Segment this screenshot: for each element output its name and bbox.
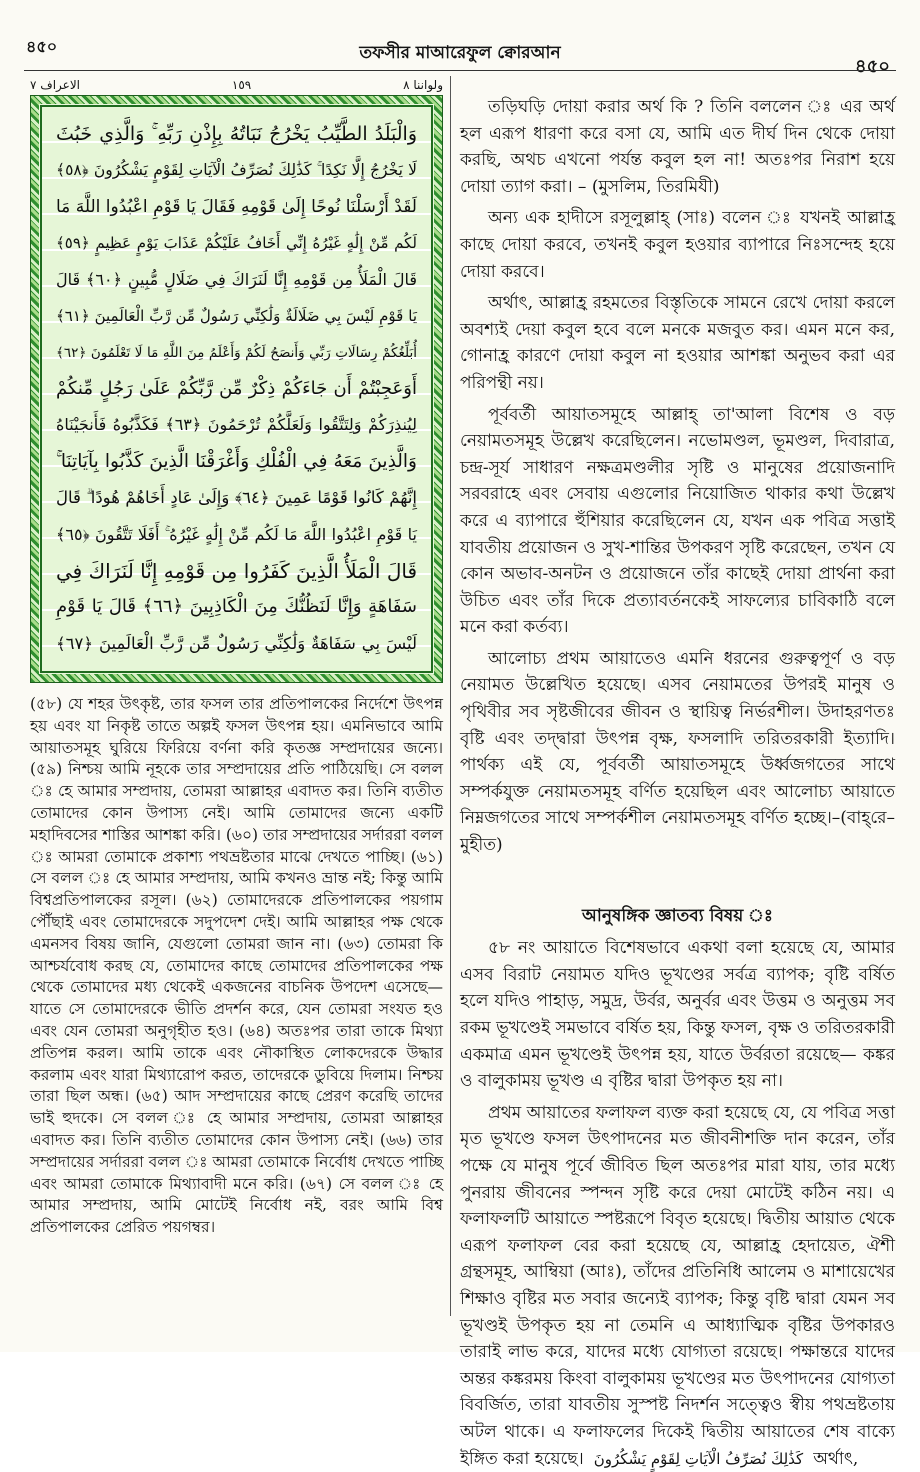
header-rule xyxy=(24,70,896,71)
commentary-paragraph-last xyxy=(460,1100,895,1472)
commentary-column xyxy=(460,94,895,1469)
ayah-line: أَوَعَجِبْتُمْ أَن جَاءَكُمْ ذِكْرٌ مِّن رَّبِّكُمْ عَلَىٰ رَجُلٍ مِّنكُمْ xyxy=(56,377,417,399)
ayah-line: لِيُنذِرَكُمْ وَلِتَتَّقُوا وَلَعَلَّكُمْ تُرْحَمُونَ ﴿٦٣﴾ فَكَذَّبُوهُ فَأَنجَيْنَاهُ xyxy=(56,415,417,435)
inline-arabic-quote: كَذَٰلِكَ نُصَرِّفُ الْآيَاتِ لِقَوْمٍ يَشْكُرُونَ xyxy=(593,1449,804,1468)
ayah-line: يَا قَوْمِ لَيْسَ بِي ضَلَالَةٌ وَلَٰكِنِّي رَسُولٌ مِّن رَّبِّ الْعَالَمِينَ ﴿٦١﴾ xyxy=(56,307,417,326)
ayah-line: وَالْبَلَدُ الطَّيِّبُ يَخْرُجُ نَبَاتُهُ بِإِذْنِ رَبِّهِ ۚ وَالَّذِي خَبُثَ xyxy=(56,123,417,145)
commentary-paragraph: ৫৮ নং আয়াতে বিশেষভাবে একথা বলা হয়েছে যে, আমার এসব বিরাট নেয়ামত যদিও ভূখণ্ডের সর্বত্র ব্যাপক; বৃষ্টি বর্ষিত হলে যদিও পাহাড়, সমুদ্র, উর্বর, অনুর্বর এবং উত্তম ও অনুত্তম সব রকম ভূখণ্ডেই সমভাবে বর্ষিত হয়, কিন্তু ফসল, বৃক্ষ ও তরিতরকারী একমাত্র এমন ভূখণ্ডেই উৎপন্ন হয়, যাতে উর্বরতা রয়েছে— কঙ্কর ও বালুকাময় ভূখণ্ড এ বৃষ্টির দ্বারা উপকৃত হয় না। xyxy=(460,938,895,1092)
section-heading: আনুষঙ্গিক জ্ঞাতব্য বিষয় ঃ xyxy=(582,905,773,926)
commentary-paragraph: অর্থাৎ, আল্লাহ্র রহমতের বিস্তৃতিকে সামনে রেখে দোয়া করলে অবশ্যই দেয়া কবুল হবে বলে মনকে মজবুত কর। এমন মনে কর, গোনাহ্র কারণে দোয়া কবুল না হওয়ার আশঙ্কা অনুভব করা এর পরিপন্থী নয়। xyxy=(460,293,895,393)
verse-translation: (৫৮) যে শহর উৎকৃষ্ট, তার ফসল তার প্রতিপালকের নির্দেশে উৎপন্ন হয় এবং যা নিকৃষ্ট তাতে অল্পই ফসল উৎপন্ন হয়। এমনিভাবে আমি আয়াতসমূহ ঘুরিয়ে ফিরিয়ে বর্ণনা করি কৃতজ্ঞ সম্প্রদায়ের জন্যে। (৫৯) নিশ্চয় আমি নূহকে তার সম্প্রদায়ের প্রতি পাঠিয়েছি। সে বলল ঃ হে আমার সম্প্রদায়, তোমরা আল্লাহর এবাদত কর। তিনি ব্যতীত তোমাদের কোন উপাস্য নেই। আমি তোমাদের জন্যে একটি মহাদিবসের শাস্তির আশঙ্কা করি। (৬০) তার সম্প্রদায়ের সর্দাররা বলল ঃ আমরা তোমাকে প্রকাশ্য পথভ্রষ্টতার মাঝে দেখতে পাচ্ছি। (৬১) সে বলল ঃ হে আমার সম্প্রদায়, আমি কখনও ভ্রান্ত নই; কিন্তু আমি বিশ্বপ্রতিপালকের রসূল। (৬২) তোমাদেরকে প্রতিপালকের পয়গাম পৌঁছাই এবং তোমাদেরকে সদুপদেশ দেই। আমি আল্লাহর পক্ষ থেকে এমনসব বিষয় জানি, যেগুলো তোমরা জান না। (৬৩) তোমরা কি আশ্চর্যবোধ করছ যে, তোমাদের কাছে তোমাদের প্রতিপালকের পক্ষ থেকে তোমাদের মধ্য থেকেই একজনের বাচনিক উপদেশ এসেছে— যাতে সে তোমাদেরকে ভীতি প্রদর্শন করে, যেন তোমরা সংযত হও এবং যেন তোমরা অনুগৃহীত হও। (৬৪) অতঃপর তারা তাকে মিথ্যা প্রতিপন্ন করল। আমি তাকে এবং নৌকাস্থিত লোকদেরকে উদ্ধার করলাম এবং যারা মিথ্যারোপ করত, তাদেরকে ডুবিয়ে দিলাম। নিশ্চয় তারা ছিল অন্ধ। (৬৫) আদ সম্প্রদায়ের কাছে প্রেরণ করেছি তাদের ভাই হুদকে। সে বলল ঃ হে আমার সম্প্রদায়, তোমরা আল্লাহর এবাদত কর। তিনি ব্যতীত তোমাদের কোন উপাস্য নেই। (৬৬) তার সম্প্রদায়ের সর্দাররা বলল ঃ আমরা তোমাকে নির্বোধ দেখতে পাচ্ছি এবং আমরা তোমাকে মিথ্যাবাদী মনে করি। (৬৭) সে বলল ঃ হে আমার সম্প্রদায়, আমি মোটেই নির্বোধ নই, বরং আমি বিশ্ব প্রতিপালকের প্রেরিত পয়গম্বর। xyxy=(30,695,443,1237)
column-divider xyxy=(450,76,451,1316)
running-title: তফসীর মাআরেফুল ক্বোরআন xyxy=(359,43,561,63)
ayah-line: أُبَلِّغُكُمْ رِسَالَاتِ رَبِّي وَأَنصَحُ لَكُمْ وَأَعْلَمُ مِنَ اللَّهِ مَا لَا تَعْلَمُونَ ﴿٦٢﴾ xyxy=(56,344,417,361)
ayah-line: لَا يَخْرُجُ إِلَّا نَكِدًا ۚ كَذَٰلِكَ نُصَرِّفُ الْآيَاتِ لِقَوْمٍ يَشْكُرُونَ ﴿٥٨﴾ xyxy=(56,161,417,180)
ayah-line: وَالَّذِينَ مَعَهُ فِي الْفُلْكِ وَأَغْرَقْنَا الَّذِينَ كَذَّبُوا بِآيَاتِنَا ۚ xyxy=(56,450,417,472)
ayah-line: لَيْسَ بِي سَفَاهَةٌ وَلَٰكِنِّي رَسُولٌ مِّن رَّبِّ الْعَالَمِينَ ﴿٦٧﴾ xyxy=(56,633,417,653)
page-number-right: ৪৫০ xyxy=(854,56,890,77)
quran-text-frame xyxy=(30,95,443,683)
ayah-line: سَفَاهَةٍ وَإِنَّا لَنَظُنُّكَ مِنَ الْكَاذِبِينَ ﴿٦٦﴾ قَالَ يَا قَوْمِ xyxy=(56,596,417,618)
closing-word: অর্থাৎ, xyxy=(813,1448,859,1469)
ayah-line: قَالَ الْمَلَأُ مِن قَوْمِهِ إِنَّا لَنَرَاكَ فِي ضَلَالٍ مُّبِينٍ ﴿٦٠﴾ قَالَ xyxy=(56,269,418,289)
juz-label: ولواننا ٨ xyxy=(403,78,443,92)
ayah-line: يَا قَوْمِ اعْبُدُوا اللَّهَ مَا لَكُم مِّنْ إِلَٰهٍ غَيْرُهُ ۚ أَفَلَا تَتَّقُونَ ﴿٦٥﴾ xyxy=(56,524,417,544)
quran-box-labels xyxy=(30,76,443,94)
commentary-paragraph: অন্য এক হাদীসে রসূলুল্লাহ্ (সাঃ) বলেন ঃ যখনই আল্লাহ্র কাছে দোয়া করবে, তখনই কবুল হওয়ার ব্যাপারে নিঃসন্দেহ হয়ে দোয়া করবে। xyxy=(460,208,895,282)
mushaf-page-number: ١٥٩ xyxy=(231,78,252,92)
quran-text-panel xyxy=(40,105,433,673)
commentary-paragraph-text: প্রথম আয়াতের ফলাফল ব্যক্ত করা হয়েছে যে, যে পবিত্র সত্তা মৃত ভূখণ্ডে ফসল উৎপাদনের মত জীবনীশক্তি দান করেন, তাঁর পক্ষে যে মানুষ পূর্বে জীবিত ছিল অতঃপর মারা যায়, তার মধ্যে পুনরায় জীবনের স্পন্দন সৃষ্টি করে দেয়া মোটেই কঠিন নয়। এ ফলাফলটি আয়াতে স্পষ্টরূপে বিবৃত হয়েছে। দ্বিতীয় আয়াত থেকে এরূপ ফলাফল বের করা হয়েছে যে, আল্লাহ্র হেদায়েত, ঐশী গ্রন্থসমূহ, আম্বিয়া (আঃ), তাঁদের প্রতিনিধি আলেম ও মাশায়েখের শিক্ষাও বৃষ্টির মত সবার জন্যেই ব্যাপক; কিন্তু বৃষ্টি দ্বারা যেমন সব ভূখণ্ডই উপকৃত হয় না তেমনি এ আধ্যাত্মিক বৃষ্টির উপকারও তারাই লাভ করে, যাদের মধ্যে যোগ্যতা রয়েছে। পক্ষান্তরে যাদের অন্তর কঙ্করময় কিংবা বালুকাময় ভূখণ্ডের মত উৎপাদনের যোগ্যতা বিবর্জিত, তারা যাবতীয় সুস্পষ্ট নিদর্শন সত্ত্বেও স্বীয় পথভ্রষ্টতায় অটল থাকে। এ ফলাফলের দিকেই দ্বিতীয় আয়াতের শেষ বাক্যে ইঙ্গিত করা হয়েছে। xyxy=(460,1102,895,1469)
commentary-paragraph: পূর্ববর্তী আয়াতসমূহে আল্লাহ্ তা'আলা বিশেষ ও বড় নেয়ামতসমূহ উল্লেখ করেছিলেন। নভোমণ্ডল, ভূমণ্ডল, দিবারাত্র, চন্দ্র-সূর্য সাধারণ নক্ষত্রমণ্ডলীর সৃষ্টি ও মানুষের প্রয়োজনাদি সরবরাহে এবং সেবায় এগুলোর নিয়োজিত থাকার কথা উল্লেখ করে এ ব্যাপারে হুঁশিয়ার করেছিলেন যে, যখন এক পবিত্র সত্তাই যাবতীয় প্রয়োজন ও সুখ-শান্তির উপকরণ সৃষ্টি করেছেন, তখন যে কোন অভাব-অনটন ও প্রয়োজনে তাঁর কাছেই দোয়া প্রার্থনা করা উচিত এবং তাঁর দিকে প্রত্যাবর্তনকেই সাফল্যের চাবিকাঠি বলে মনে করা কর্তব্য। xyxy=(460,404,895,638)
ayah-line: لَكُم مِّنْ إِلَٰهٍ غَيْرُهُ إِنِّي أَخَافُ عَلَيْكُمْ عَذَابَ يَوْمٍ عَظِيمٍ ﴿٥٩﴾ xyxy=(56,234,417,253)
ayah-line: قَالَ الْمَلَأُ الَّذِينَ كَفَرُوا مِن قَوْمِهِ إِنَّا لَنَرَاكَ فِي xyxy=(56,559,417,584)
ayah-line: لَقَدْ أَرْسَلْنَا نُوحًا إِلَىٰ قَوْمِهِ فَقَالَ يَا قَوْمِ اعْبُدُوا اللَّهَ مَا xyxy=(56,196,417,217)
surah-label: الاعراف ٧ xyxy=(30,78,80,92)
commentary-paragraph: তড়িঘড়ি দোয়া করার অর্থ কি ? তিনি বললেন ঃ এর অর্থ হল এরূপ ধারণা করে বসা যে, আমি এত দীর্ঘ দিন থেকে দোয়া করছি, অথচ এখনো পর্যন্ত কবুল হল না! অতঃপর নিরাশ হয়ে দোয়া ত্যাগ করা। – (মুসলিম, তিরমিযী) xyxy=(460,97,895,197)
ayah-line: إِنَّهُمْ كَانُوا قَوْمًا عَمِينَ ﴿٦٤﴾ وَإِلَىٰ عَادٍ أَخَاهُمْ هُودًا ۗ قَالَ xyxy=(56,488,418,508)
page-number-left: ৪৫০ xyxy=(26,37,58,56)
commentary-paragraph: আলোচ্য প্রথম আয়াতেও এমনি ধরনের গুরুত্বপূর্ণ ও বড় নেয়ামত উল্লেখিত হয়েছে। এসব নেয়ামতের উপরই মানুষ ও পৃথিবীর সব সৃষ্টজীবের জীবন ও স্থায়িত্ব নির্ভরশীল। উদাহরণতঃ বৃষ্টি এবং তদ্দ্বারা উৎপন্ন বৃক্ষ, ফসলাদি তরিতরকারী ইত্যাদি। পার্থক্য এই যে, পূর্ববর্তী আয়াতসমূহে উর্ধ্বজগতের সাথে সম্পর্কযুক্ত নেয়ামতসমূহ বর্ণিত হয়েছিল এবং আলোচ্য আয়াতে নিম্নজগতের সাথে সম্পর্কশীল নেয়ামতসমূহ বর্ণিত হচ্ছে।–(বাহ্‌রে–মুহীত) xyxy=(460,648,895,856)
